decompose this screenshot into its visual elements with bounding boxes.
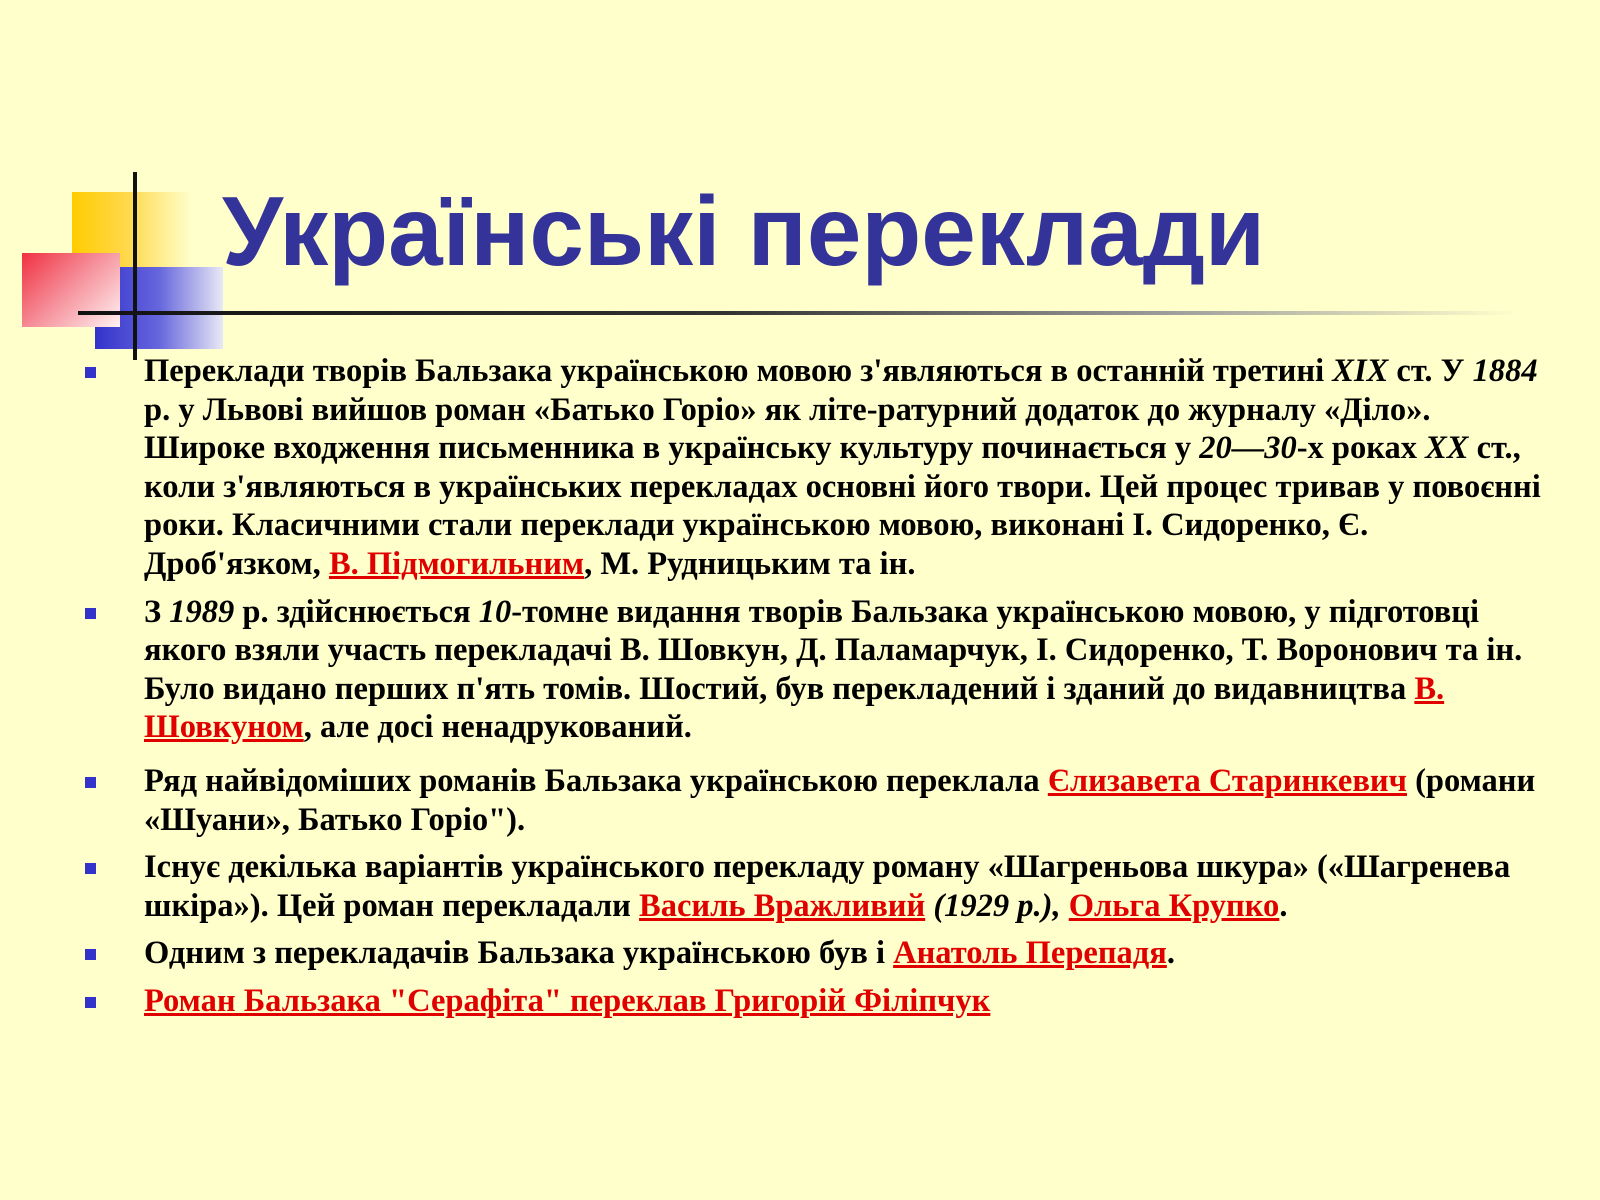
- bullet-item-1: [82, 352, 1542, 584]
- square-bullet-icon: [85, 863, 96, 874]
- text: Існує декілька варіантів українського перекладу роману «Шагреньова шкура» («Шагренева шкіра»). Цей роман перекладали: [144, 849, 1511, 924]
- link-starynkevych[interactable]: Єлизавета Старинкевич: [1047, 762, 1407, 799]
- title-underline: [78, 311, 1518, 315]
- square-bullet-icon: [85, 997, 96, 1008]
- text: -томне видання творів Бальзака українською мовою, у підготовці якого взяли участь перекладачі В. Шовкун, Д. Паламарчук, І. Сидоренко, Т. Воронович та ін. Було видано перших п'ять томів. Шостий, був перекладений і зданий до видавництва: [144, 593, 1523, 707]
- text: р. у Львові вийшов роман «Батько Горіо» як літе-ратурний додаток до журналу «Діло». Широке входження письменника в українську культуру починається у: [144, 391, 1431, 467]
- link-krupko[interactable]: Ольга Крупко: [1068, 887, 1280, 924]
- text: ст., коли з'являються в українських перекладах основні його твори. Цей процес тривав у повоєнні роки. Класичними стали переклади українською мовою, виконані І. Сидоренко, Є. Дроб'язком,: [144, 430, 1541, 582]
- decor-red-square: [22, 253, 120, 327]
- square-bullet-icon: [85, 949, 96, 960]
- link-vrazhlyvyi[interactable]: Василь Вражливий: [639, 887, 926, 924]
- bullet-item-3: [82, 762, 1542, 839]
- text: р. здійснюється: [234, 593, 479, 630]
- square-bullet-icon: [85, 777, 96, 788]
- text: .: [1166, 935, 1175, 972]
- roman-numeral: XIX: [1332, 353, 1389, 389]
- link-pidmohylnyi[interactable]: В. Підмогильним: [328, 545, 585, 582]
- square-bullet-icon: [85, 608, 96, 619]
- link-shovkun[interactable]: В. Шовкуном: [144, 670, 1445, 746]
- decor-vertical-line: [133, 172, 137, 360]
- roman-numeral: XX: [1425, 430, 1469, 467]
- text: .: [1279, 887, 1288, 924]
- bullet-item-2: [82, 593, 1542, 747]
- text: , але досі ненадрукований.: [303, 709, 692, 746]
- text: Ряд найвідоміших романів Бальзака українською переклала: [144, 762, 1048, 799]
- decades: 20—30: [1199, 430, 1297, 467]
- bullet-item-6: [82, 982, 1542, 1021]
- slide-title: Українські переклади: [222, 176, 1266, 286]
- text: -х роках: [1296, 430, 1426, 467]
- text: Переклади творів Бальзака українською мовою з'являються в останній третині: [144, 353, 1333, 389]
- year: 1989: [169, 593, 235, 630]
- volume-count: 10: [478, 593, 512, 630]
- bullet-list: [82, 352, 1542, 1030]
- square-bullet-icon: [85, 367, 96, 378]
- bullet-item-5: [82, 934, 1542, 973]
- year: 1884: [1472, 353, 1538, 389]
- text: З: [144, 593, 170, 630]
- text: Одним з перекладачів Бальзака українською був і: [144, 935, 894, 972]
- text: (1929 р.),: [925, 887, 1069, 924]
- link-serafita[interactable]: Роман Бальзака "Серафіта" переклав Григорій Філіпчук: [144, 982, 991, 1019]
- link-perepadia[interactable]: Анатоль Перепадя: [893, 935, 1167, 972]
- text: (романи «Шуани», Батько Горіо").: [144, 762, 1536, 838]
- bullet-item-4: [82, 848, 1542, 925]
- text: ст. У: [1388, 353, 1473, 389]
- text: , М. Рудницьким та ін.: [584, 545, 916, 582]
